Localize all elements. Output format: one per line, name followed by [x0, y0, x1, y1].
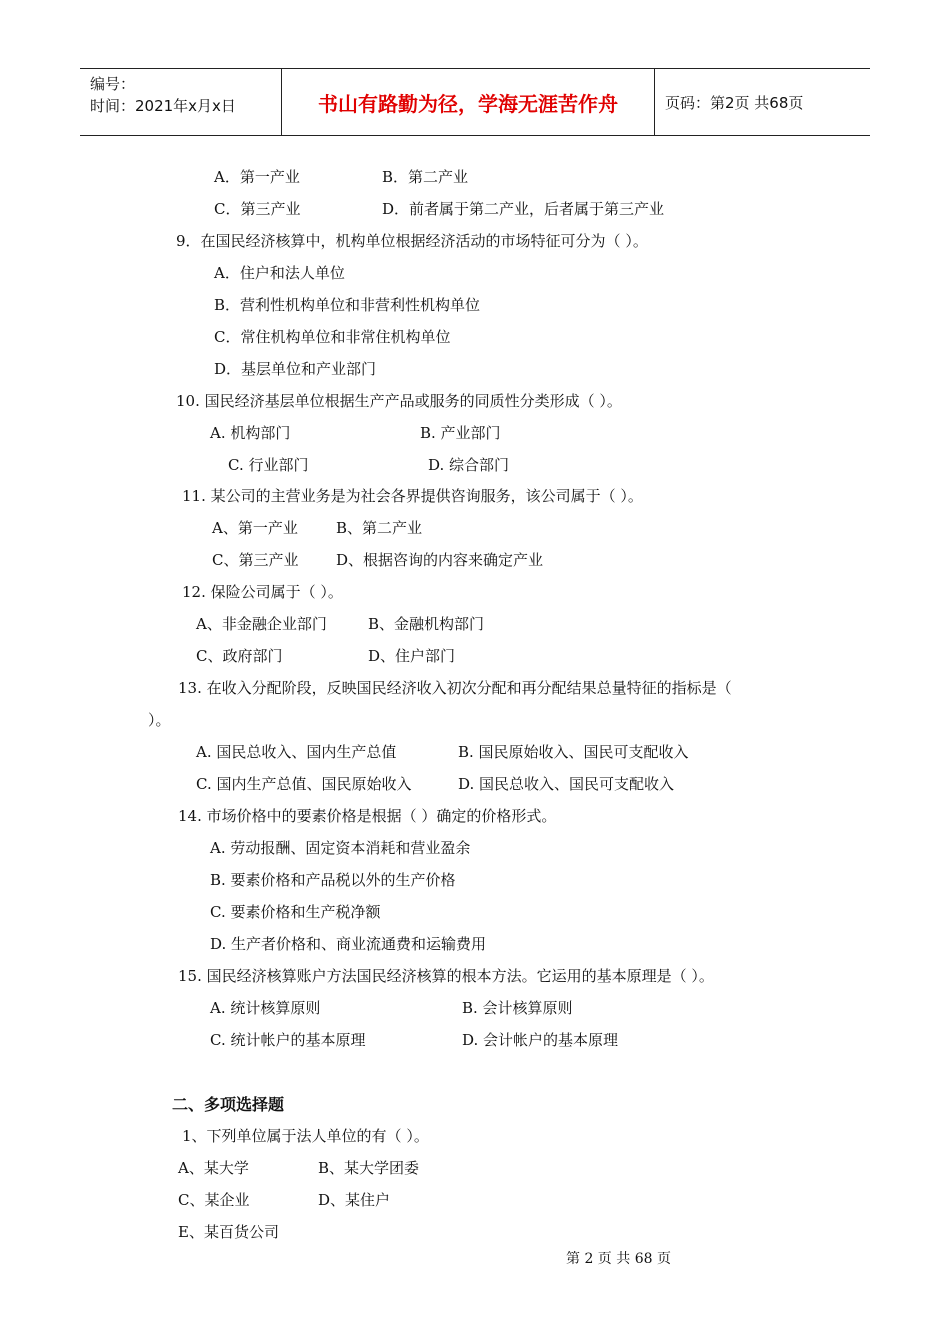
q10-option-a: A. 机构部门	[210, 424, 291, 442]
q11-option-d: D、根据咨询的内容来确定产业	[336, 551, 544, 569]
q13-stem-cont: ）。	[148, 711, 171, 729]
header-motto: 书山有路勤为径，学海无涯苦作舟	[282, 69, 655, 135]
q15-option-d: D. 会计帐户的基本原理	[462, 1031, 619, 1049]
section-title: 二、多项选择题	[172, 1095, 285, 1114]
q8-option-c: C．第三产业	[214, 200, 301, 218]
q10-option-c: C. 行业部门	[228, 456, 309, 474]
q9-stem: 9．在国民经济核算中，机构单位根据经济活动的市场特征可分为（ ）。	[176, 232, 648, 250]
q12-option-c: C、政府部门	[196, 647, 283, 665]
q11-option-c: C、第三产业	[212, 551, 299, 569]
q14-option-b: B. 要素价格和产品税以外的生产价格	[210, 871, 456, 889]
q8-option-a: A．第一产业	[214, 168, 300, 186]
q12-option-d: D、住户部门	[368, 647, 456, 665]
q8-option-b: B．第二产业	[382, 168, 469, 186]
q12-option-a: A、非金融企业部门	[196, 615, 327, 633]
time-label: 时间：2021年x月x日	[90, 97, 236, 115]
page-footer: 第 2 页 共 68 页	[566, 1251, 671, 1267]
q15-option-a: A. 统计核算原则	[210, 999, 321, 1017]
q11-stem: 11. 某公司的主营业务是为社会各界提供咨询服务，该公司属于（ ）。	[182, 487, 643, 505]
q12-option-b: B、金融机构部门	[368, 615, 485, 633]
q11-option-a: A、第一产业	[212, 519, 298, 537]
header-page-label: 页码：第2页 共68页	[665, 93, 804, 112]
q10-stem: 10. 国民经济基层单位根据生产产品或服务的同质性分类形成（ ）。	[176, 392, 622, 410]
q11-option-b: B、第二产业	[336, 519, 423, 537]
q9-option-b: B．营利性机构单位和非营利性机构单位	[214, 296, 481, 314]
section2-q1-stem: 1、下列单位属于法人单位的有（ ）。	[182, 1127, 429, 1145]
q9-option-a: A．住户和法人单位	[214, 264, 345, 282]
q14-stem: 14. 市场价格中的要素价格是根据（ ）确定的价格形式。	[178, 807, 557, 825]
q13-option-d: D. 国民总收入、国民可支配收入	[458, 775, 675, 793]
section2-option-d: D、某住户	[318, 1191, 391, 1209]
q13-option-c: C. 国内生产总值、国民原始收入	[196, 775, 412, 793]
section2-option-e: E、某百货公司	[178, 1223, 279, 1241]
section2-option-b: B、某大学团委	[318, 1159, 420, 1177]
section2-option-c: C、某企业	[178, 1191, 250, 1209]
number-label: 编号：	[90, 75, 136, 93]
q15-stem: 15. 国民经济核算账户方法国民经济核算的根本方法。它运用的基本原理是（ ）。	[178, 967, 714, 985]
q14-option-d: D. 生产者价格和、商业流通费和运输费用	[210, 935, 487, 953]
header-meta	[80, 69, 282, 135]
q12-stem: 12. 保险公司属于（ ）。	[182, 583, 343, 601]
section2-option-a: A、某大学	[178, 1159, 249, 1177]
q14-option-a: A. 劳动报酬、固定资本消耗和营业盈余	[210, 839, 471, 857]
q13-option-b: B. 国民原始收入、国民可支配收入	[458, 743, 689, 761]
q10-option-d: D. 综合部门	[428, 456, 510, 474]
q15-option-c: C. 统计帐户的基本原理	[210, 1031, 366, 1049]
page-header	[80, 68, 870, 136]
q14-option-c: C. 要素价格和生产税净额	[210, 903, 381, 921]
q9-option-c: C．常住机构单位和非常住机构单位	[214, 328, 451, 346]
q8-option-d: D．前者属于第二产业，后者属于第三产业	[382, 200, 665, 218]
q13-stem: 13. 在收入分配阶段，反映国民经济收入初次分配和再分配结果总量特征的指标是（	[178, 679, 732, 697]
q13-option-a: A. 国民总收入、国内生产总值	[196, 743, 397, 761]
q10-option-b: B. 产业部门	[420, 424, 501, 442]
q9-option-d: D．基层单位和产业部门	[214, 360, 377, 378]
q15-option-b: B. 会计核算原则	[462, 999, 573, 1017]
